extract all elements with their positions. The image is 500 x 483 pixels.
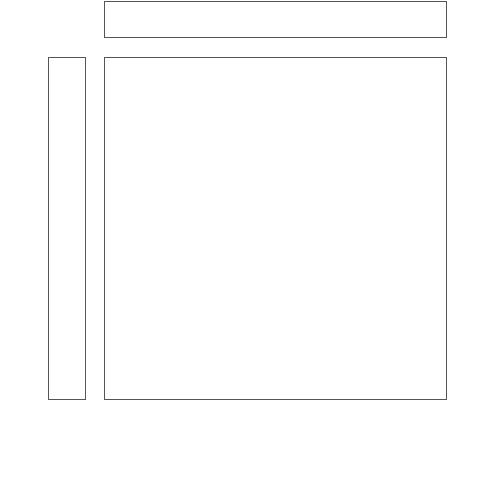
prime-sum-table — [104, 57, 447, 400]
row-header-primes — [48, 57, 86, 400]
column-header-primes — [104, 1, 447, 38]
